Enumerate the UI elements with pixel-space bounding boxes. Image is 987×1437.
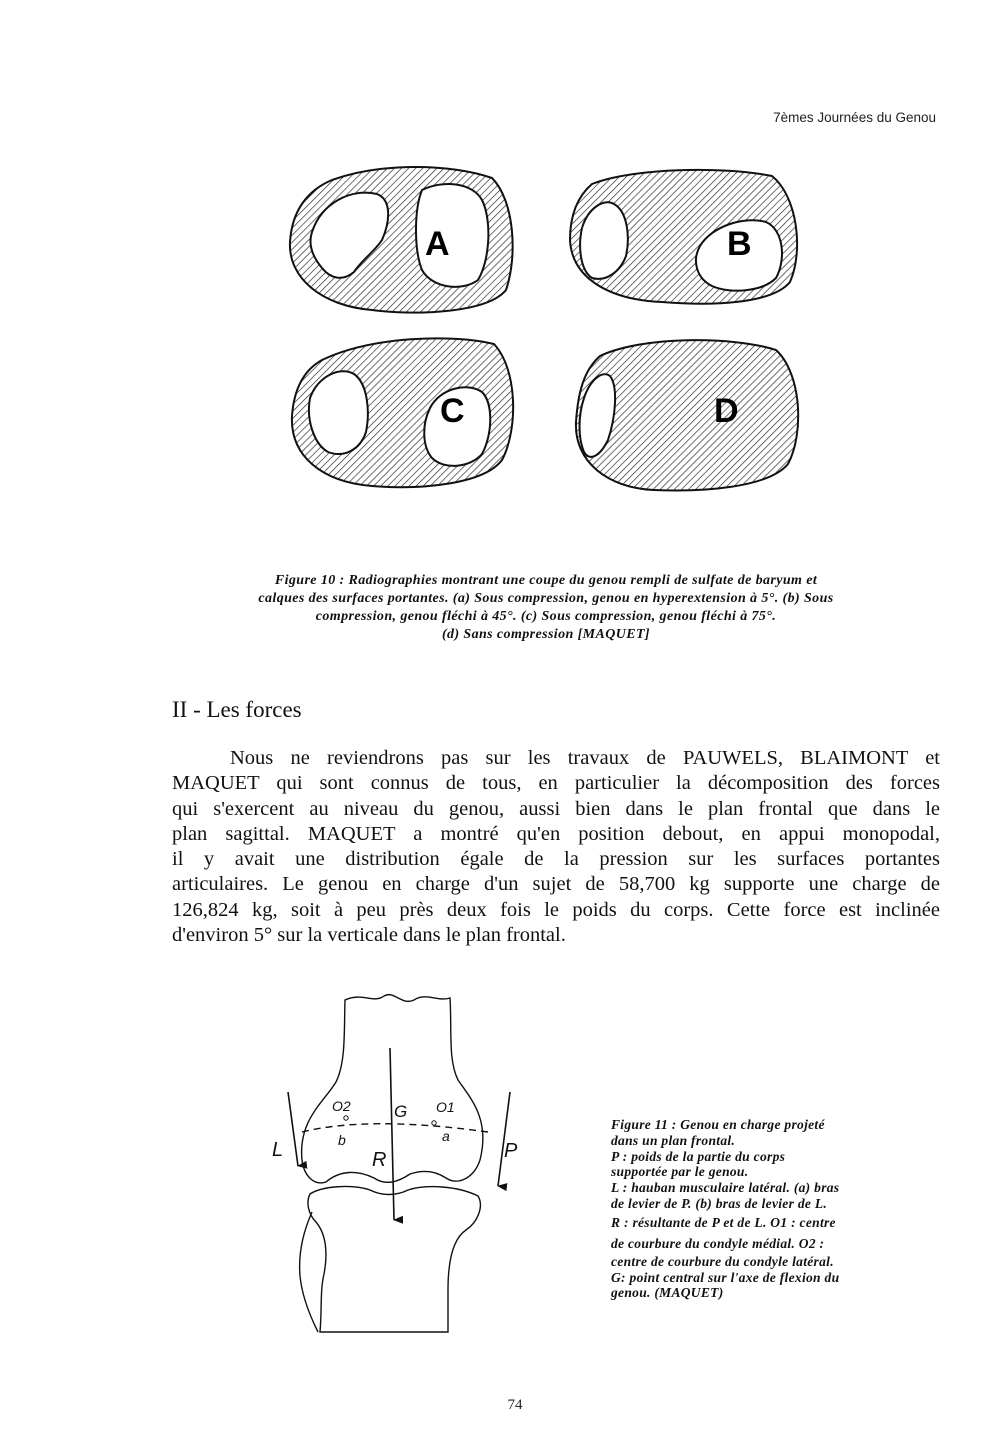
paragraph-line: plan sagittal. MAQUET a montré qu'en position debout, en appui monopodal, <box>172 822 940 845</box>
caption-line: supportée par le genou. <box>611 1164 749 1180</box>
body-paragraph <box>172 746 940 948</box>
panel-label-b: B <box>727 225 752 263</box>
panel-a-section <box>290 167 513 313</box>
caption-line: L : hauban musculaire latéral. (a) bras <box>611 1180 840 1196</box>
paragraph-line: MAQUET qui sont connus de tous, en particulier la décomposition des forces <box>172 772 940 795</box>
caption-line: genou. (MAQUET) <box>611 1285 724 1301</box>
label-b: b <box>338 1132 346 1148</box>
label-p: P <box>504 1140 518 1162</box>
label-r: R <box>372 1149 387 1171</box>
paragraph-line: articulaires. Le genou en charge d'un sujet de 58,700 kg supporte une charge de <box>172 873 940 896</box>
figure-11-caption <box>611 1117 926 1301</box>
section-title: II - Les forces <box>172 697 302 722</box>
caption-line: centre de courbure du condyle latéral. <box>611 1253 834 1269</box>
caption-line: G: point central sur l'axe de flexion du <box>611 1269 840 1285</box>
label-g: G <box>394 1102 408 1121</box>
panel-label-d: D <box>714 392 739 430</box>
label-o1: O1 <box>436 1099 455 1115</box>
caption-line: dans un plan frontal. <box>611 1132 736 1148</box>
panel-label-c: C <box>440 392 465 430</box>
paragraph-line: 126,824 kg, soit à peu près deux fois le poids du corps. Cette force est inclinée <box>172 898 940 921</box>
figure-10-knee-sections <box>282 160 812 520</box>
label-o2: O2 <box>332 1098 351 1114</box>
caption-line: compression, genou fléchi à 45°. (c) Sous compression, genou fléchi à 75°. <box>315 609 777 624</box>
label-l: L <box>272 1139 284 1161</box>
running-head: 7èmes Journées du Genou <box>773 110 936 125</box>
center-o2-marker <box>344 1116 348 1120</box>
caption-line: calques des surfaces portantes. (a) Sous compression, genou en hyperextension à 5°. (b) Sous <box>258 591 834 606</box>
caption-line: de levier de P. (b) bras de levier de L. <box>611 1195 828 1211</box>
fibula-outline <box>300 1212 318 1332</box>
caption-line: Figure 10 : Radiographies montrant une coupe du genou rempli de sulfate de baryum et <box>274 573 818 588</box>
paragraph-line: d'environ 5° sur la verticale dans le plan frontal. <box>172 924 566 947</box>
force-arrow-p <box>498 1092 510 1186</box>
figure-10-caption <box>160 572 932 644</box>
caption-line: R : résultante de P et de L. O1 : centre <box>611 1214 836 1230</box>
force-arrow-l <box>288 1092 298 1166</box>
panel-label-a: A <box>425 225 450 263</box>
flexion-axis-dashed <box>302 1124 488 1132</box>
label-a: a <box>442 1128 450 1144</box>
panel-c-section <box>292 338 513 487</box>
caption-line: Figure 11 : Genou en charge projeté <box>611 1117 825 1132</box>
panel-b-section <box>570 170 797 304</box>
caption-line: de courbure du condyle médial. O2 : <box>611 1235 825 1251</box>
page-number: 74 <box>507 1397 523 1413</box>
paragraph-line: Nous ne reviendrons pas sur les travaux de PAUWELS, BLAIMONT et <box>230 747 940 769</box>
panel-d-section <box>576 340 798 490</box>
figure-11-knee-frontal-diagram <box>262 990 552 1345</box>
paragraph-line: il y avait une distribution égale de la pression sur les surfaces portantes <box>172 848 940 871</box>
center-o1-marker <box>432 1121 436 1125</box>
caption-line: (d) Sans compression [MAQUET] <box>441 627 650 642</box>
paragraph-line: qui s'exercent au niveau du genou, aussi bien dans le plan frontal que dans le <box>172 797 940 820</box>
caption-line: P : poids de la partie du corps <box>611 1148 786 1164</box>
